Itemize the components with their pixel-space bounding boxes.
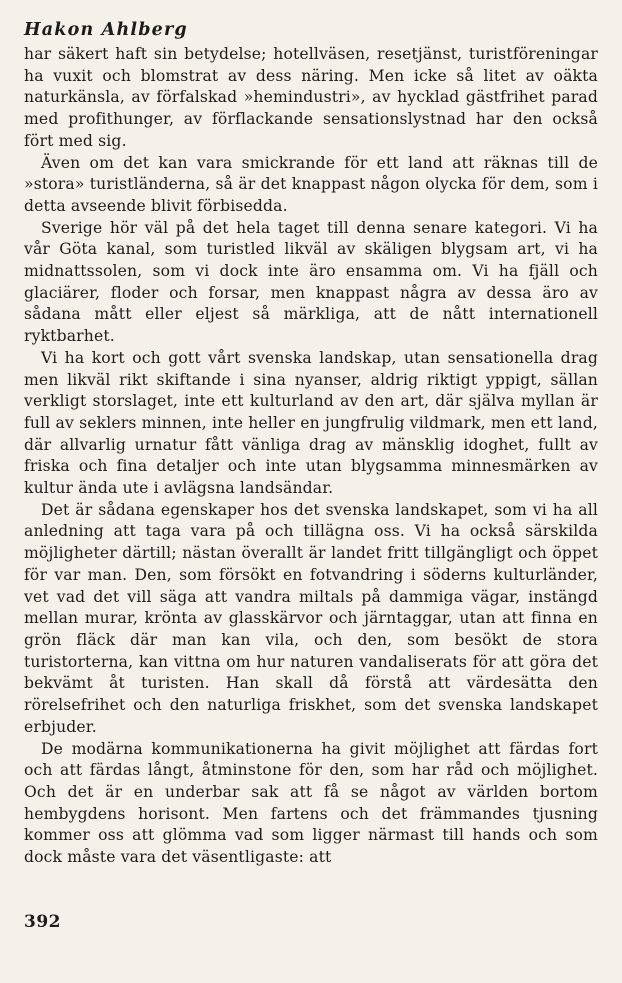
body-text xyxy=(24,44,598,869)
paragraph-1: har säkert haft sin betydelse; hotellväsen, resetjänst, turistföreningar ha vuxit och blomstrat av dess näring. Men icke så litet av oäkta naturkänsla, av förfalskad »hemindustri», av hycklad gästfrihet parad med profithunger, av förflackande sensationslystnad har den också fört med sig. xyxy=(24,45,598,150)
paragraph-3: Sverige hör väl på det hela taget till denna senare kategori. Vi ha vår Göta kanal, som turistled likväl av skäligen blygsam art, vi ha midnattssolen, som vi dock inte äro ensamma om. Vi ha fjäll och glaciärer, floder och forsar, men knappast några av dessa äro av sådana mått eller eljest så märkliga, att de nått internationell ryktbarhet. xyxy=(24,218,598,346)
paragraph-5: Det är sådana egenskaper hos det svenska landskapet, som vi ha all anledning att taga vara på och tillägna oss. Vi ha också särskilda möjligheter därtill; nästan överallt är landet fritt tillgängligt och öppet för var man. Den, som försökt en fotvandring i söderns kulturländer, vet vad det vill säga att vandra miltals på dammiga vägar, instängd mellan murar, krönta av glasskärvor och järntaggar, utan att finna en grön fläck där man kan vila, och den, som besökt de stora turistorterna, kan vittna om hur naturen vandaliserats för att göra det bekvämt åt turisten. Han skall då förstå att värdesätta den rörelsefrihet och den naturliga friskhet, som det svenska landskapet erbjuder. xyxy=(24,500,598,736)
paragraph-2: Även om det kan vara smickrande för ett land att räknas till de »stora» turistländerna, så är det knappast någon olycka för dem, som i detta avseende blivit förbisedda. xyxy=(24,153,598,215)
running-head-author: Hakon Ahlberg xyxy=(24,20,188,40)
paragraph-4: Vi ha kort och gott vårt svenska landskap, utan sensationella drag men likväl rikt skiftande i sina nyanser, aldrig riktigt yppigt, sällan verkligt storslaget, inte ett kulturland av den art, där själva myllan är full av seklers minnen, inte heller en jungfrulig vildmark, men ett land, där allvarlig urnatur fått vänliga drag av mänsklig idoghet, fullt av friska och fina detaljer och inte utan blygsamma minnesmärken av kultur ända ute i avlägsna landsändar. xyxy=(24,348,598,498)
paragraph-6: De modärna kommunikationerna ha givit möjlighet att färdas fort och att färdas långt, åtminstone för den, som har råd och möjlighet. Och det är en underbar sak att få se något av världen bortom hembygdens horisont. Men fartens och det främmandes tjusning kommer oss att glömma vad som ligger närmast till hands och som dock måste vara det väsentligaste: att xyxy=(24,739,598,867)
book-page xyxy=(24,18,598,869)
page-number: 392 xyxy=(24,912,61,932)
